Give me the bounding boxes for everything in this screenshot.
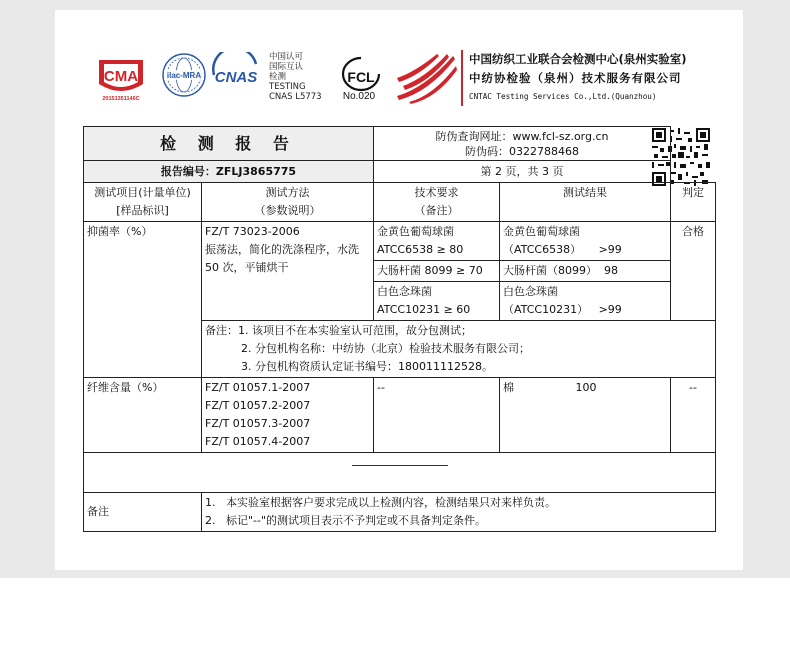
col-req-l1: 技术要求 [414,186,459,199]
note-line: 备注：1. 该项目不在本实验室认可范围，故分包测试； [205,324,472,337]
col-header-verdict: 判定 [671,183,716,222]
cnas-line: TESTING [269,82,306,92]
col-method-l1: 测试方法 [265,186,310,199]
report-number-cell [84,161,374,183]
fcl-logo [337,54,385,102]
end-divider-line [352,465,448,466]
fiber-methods [202,378,374,453]
requirement-candida [374,282,500,321]
report-number-label: 报告编号： [160,164,216,178]
col-req-l2: （备注） [414,204,459,217]
report-title: 检 测 报 告 [84,127,374,161]
requirement-text: 白色念珠菌 [377,285,432,298]
fiber-method-line: FZ/T 01057.3-2007 [205,417,311,430]
result-text: 白色念珠菌 [503,285,558,298]
cma-logo-text: CMA [103,68,139,85]
result-text: 金黄色葡萄球菌 [503,225,580,238]
report-number: ZFLJ3865775 [215,164,297,178]
note-line: 2. 分包机构名称：中纺协（北京）检验技术服务有限公司； [241,342,530,355]
organization-name-block [461,50,687,106]
fiber-verdict: -- [671,378,716,453]
page-info: 第 2 页，共 3 页 [374,161,671,183]
col-header-requirement [374,183,500,222]
signature-row [84,453,716,493]
org-name-cn-1: 中国纺织工业联合会检测中心(泉州实验室) [469,52,687,66]
col-item-l2: [样品标识] [116,204,169,217]
col-method-l2: （参数说明） [254,204,321,217]
antibacterial-method-line: 振荡法，简化的洗涤程序，水洗 [205,243,359,256]
cnas-line: 国际互认 [269,62,304,72]
antibacterial-method-line: 50 次，平铺烘干 [205,261,289,274]
requirement-ecoli: 大肠杆菌 8099 ≥ 70 [374,261,500,282]
remarks-content [202,493,716,532]
fcl-logo-text: FCL [347,69,375,85]
antibacterial-verdict: 合格 [671,222,716,321]
cnas-logo-text: CNAS [214,69,258,86]
anti-fake-code: 防伪码：0322788468 [465,144,579,158]
result-ecoli: 大肠杆菌（8099） 98 [500,261,671,282]
cnas-line: 检测 [269,72,287,82]
result-text: （ATCC10231） >99 [503,303,622,316]
remark-line: 1. 本实验室根据客户要求完成以上检测内容，检测结果只对来样负责。 [205,496,556,509]
qr-placeholder [671,127,716,183]
fiber-method-line: FZ/T 01057.4-2007 [205,435,311,448]
org-name-en: CNTAC Testing Services Co.,Ltd.(Quanzhou) [469,92,657,101]
fiber-method-line: FZ/T 01057.2-2007 [205,399,311,412]
fiber-result [500,378,671,453]
cnas-line: CNAS L5773 [269,92,322,102]
fiber-result-name: 棉 [503,381,514,394]
remarks-label: 备注 [84,493,202,532]
requirement-staph [374,222,500,261]
anti-fake-url: 防伪查询网址：www.fcl-sz.org.cn [435,129,609,143]
antibacterial-notes [202,321,716,378]
result-candida [500,282,671,321]
requirement-text: 金黄色葡萄球菌 [377,225,454,238]
report-table [83,126,716,532]
result-staph [500,222,671,261]
fiber-result-value: 100 [575,381,597,394]
note-line: 3. 分包机构资质认定证书编号：180011112528。 [241,360,493,373]
col-header-result: 测试结果 [500,183,671,222]
requirement-text: ATCC10231 ≥ 60 [377,303,471,316]
antibacterial-method-line: FZ/T 73023-2006 [205,225,300,238]
cntac-swoosh-logo [395,52,457,104]
antibacterial-item: 抑菌率（%） [84,222,202,378]
result-text: （ATCC6538） >99 [503,243,622,256]
col-header-item [84,183,202,222]
cnas-line: 中国认可 [269,52,304,62]
cma-code: 20151351146C [102,96,140,102]
fcl-number: No.020 [342,91,376,102]
anti-fake-cell [374,127,671,161]
cnas-logo [208,52,264,98]
org-name-cn-2: 中纺协检验（泉州）技术服务有限公司 [469,71,682,85]
cnas-accreditation-text [269,52,322,102]
fiber-requirement: -- [374,378,500,453]
antibacterial-method [202,222,374,321]
fiber-item: 纤维含量（%） [84,378,202,453]
ilac-logo-text: ilac-MRA [166,71,202,80]
col-header-method [202,183,374,222]
remark-line: 2. 标记"--"的测试项目表示不予判定或不具备判定条件。 [205,514,487,527]
requirement-text: ATCC6538 ≥ 80 [377,243,464,256]
ilac-mra-logo [161,52,207,98]
fiber-method-line: FZ/T 01057.1-2007 [205,381,311,394]
cma-logo [95,54,147,102]
col-item-l1: 测试项目(计量单位) [94,186,191,199]
